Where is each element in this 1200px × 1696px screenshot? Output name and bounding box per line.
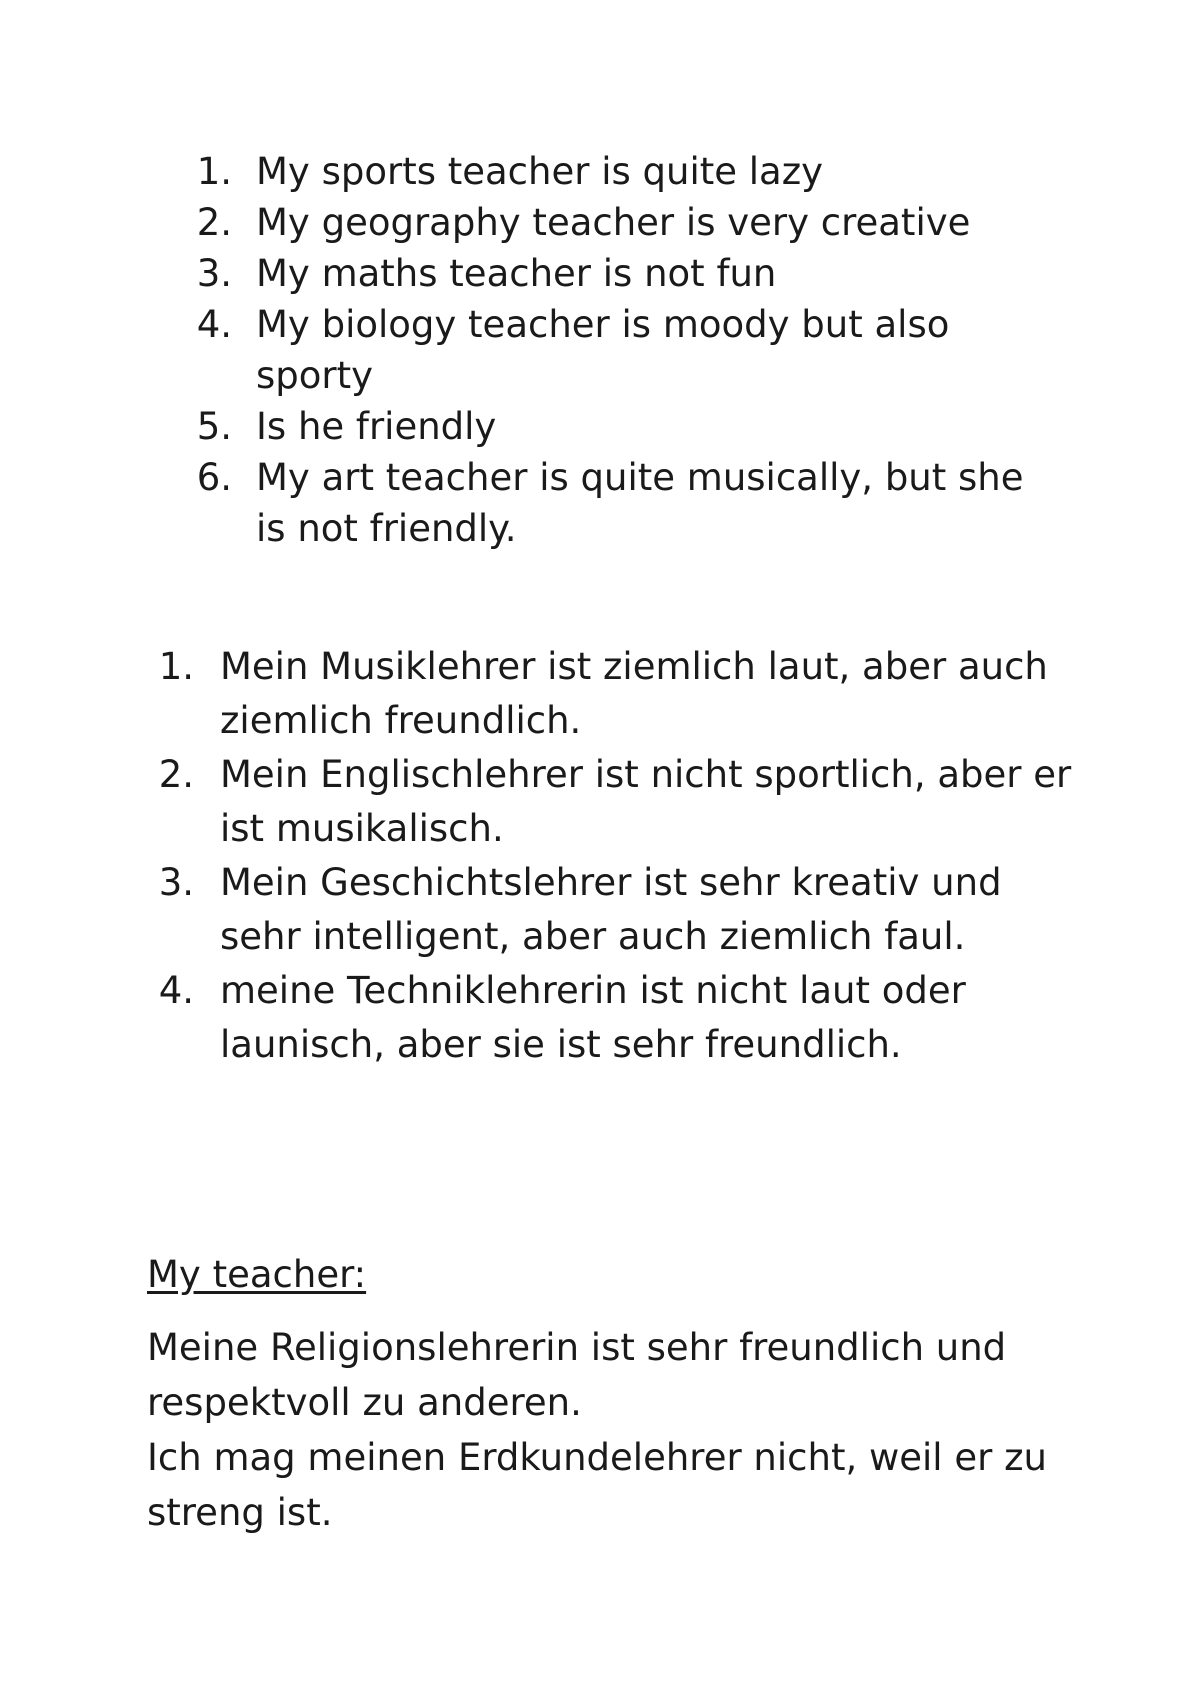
paragraph-line: Meine Religionslehrerin ist sehr freundlich und respektvoll zu anderen. xyxy=(147,1326,1007,1424)
list-item-text: My geography teacher is very creative xyxy=(256,201,971,244)
list-item-number: 6. xyxy=(196,456,232,499)
list-item-number: 1. xyxy=(158,645,194,688)
list-item xyxy=(196,146,1076,197)
english-sentence-list xyxy=(196,146,1076,554)
list-item-text: Mein Musiklehrer ist ziemlich laut, aber auch ziemlich freundlich. xyxy=(220,645,1048,742)
list-item-text: My maths teacher is not fun xyxy=(256,252,777,295)
list-item-text: Mein Englischlehrer ist nicht sportlich, aber er ist musikalisch. xyxy=(220,753,1072,850)
list-item xyxy=(196,197,1076,248)
paragraph-line: Ich mag meinen Erdkundelehrer nicht, weil er zu streng ist. xyxy=(147,1436,1047,1534)
german-sentence-list xyxy=(158,640,1080,1072)
list-item-number: 4. xyxy=(158,969,194,1012)
my-teacher-paragraph xyxy=(147,1320,1087,1540)
list-item-number: 3. xyxy=(158,861,194,904)
list-item-number: 2. xyxy=(196,201,232,244)
list-item xyxy=(196,452,1026,554)
list-item-text: Mein Geschichtslehrer ist sehr kreativ und sehr intelligent, aber auch ziemlich faul. xyxy=(220,861,1002,958)
list-item-number: 2. xyxy=(158,753,194,796)
list-item xyxy=(196,401,1076,452)
list-item xyxy=(196,299,1026,401)
list-item xyxy=(158,640,1080,748)
list-item-number: 4. xyxy=(196,303,232,346)
list-item-text: My sports teacher is quite lazy xyxy=(256,150,824,193)
list-item-number: 5. xyxy=(196,405,232,448)
list-item-text: meine Techniklehrerin ist nicht laut oder launisch, aber sie ist sehr freundlich. xyxy=(220,969,966,1066)
list-item-text: My art teacher is quite musically, but she is not friendly. xyxy=(256,456,1024,550)
list-item xyxy=(158,964,1080,1072)
list-item xyxy=(158,748,1080,856)
list-item-text: Is he friendly xyxy=(256,405,497,448)
list-item-text: My biology teacher is moody but also sporty xyxy=(256,303,950,397)
list-item xyxy=(158,856,1080,964)
list-item-number: 3. xyxy=(196,252,232,295)
list-item-number: 1. xyxy=(196,150,232,193)
my-teacher-heading: My teacher: xyxy=(147,1253,367,1296)
list-item xyxy=(196,248,1076,299)
